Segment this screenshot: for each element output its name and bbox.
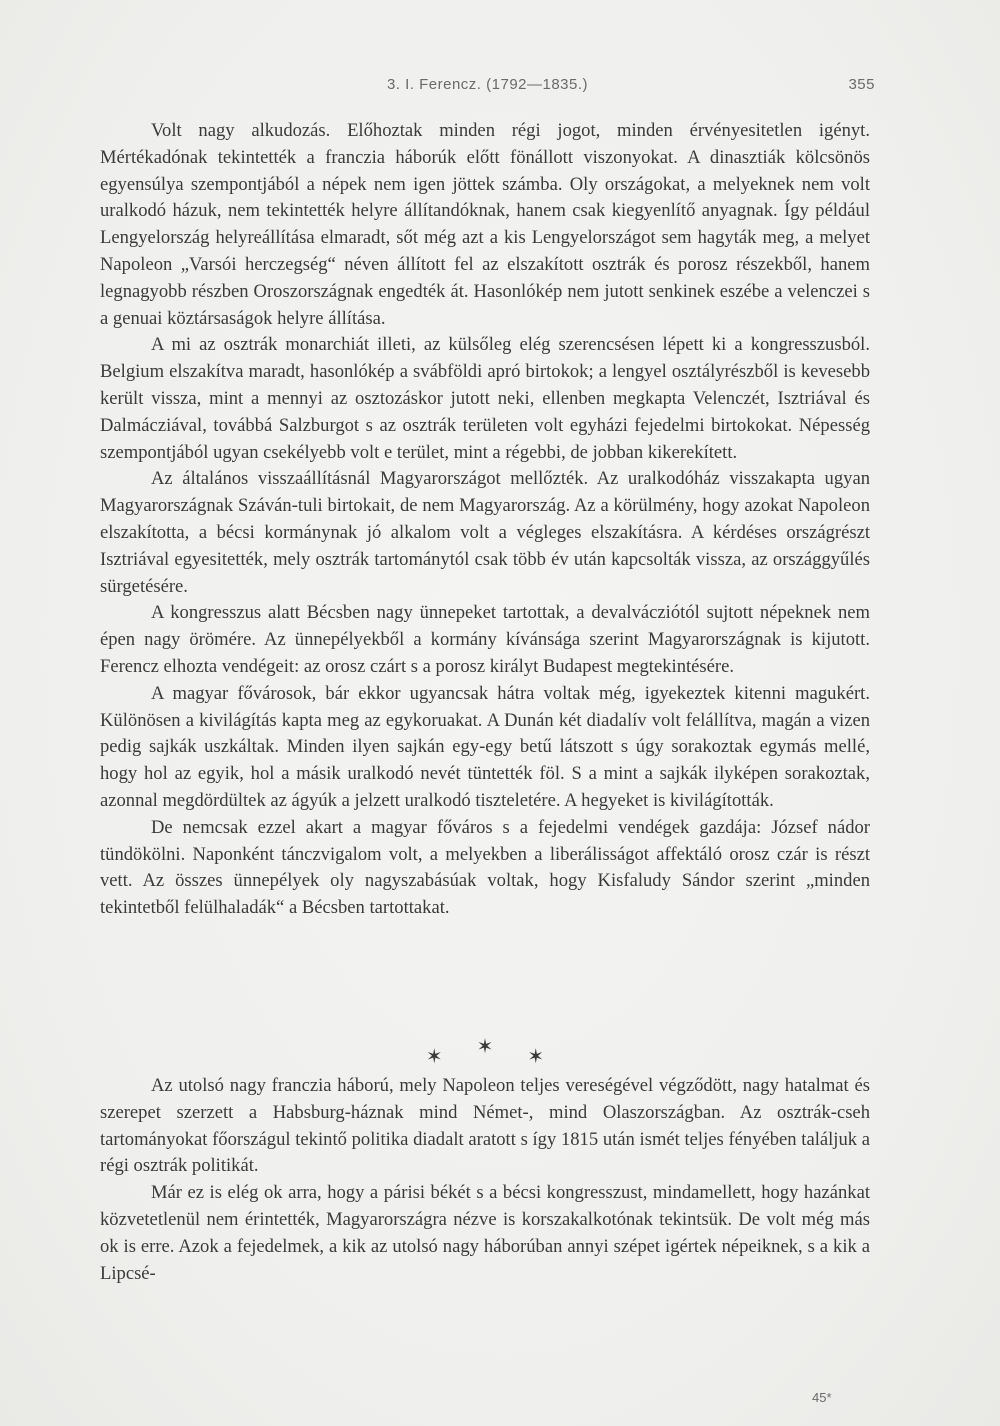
asterism-star-icon: ✶ xyxy=(527,1046,545,1068)
page-number: 355 xyxy=(848,76,875,93)
running-header xyxy=(100,76,875,98)
section-separator xyxy=(100,1036,870,1068)
paragraph: De nemcsak ezzel akart a magyar főváros s a fejedelmi vendégek gazdája: József nádor tündökölni. Naponként tánczvigalom volt, a melyekben a liberálisságot affektáló orosz czár is részt vett. Az összes ünnepélyek oly nagyszabásúak voltak, hogy Kisfaludy Sándor szerint „minden tekintetből felülhaladák“ a Bécsben tartottakat. xyxy=(100,816,870,919)
paragraph: A mi az osztrák monarchiát illeti, az külsőleg elég szerencsésen lépett ki a kongresszusból. Belgium elszakítva maradt, hasonlókép a svábföldi apró birtokok; a lengyel osztályrészből is kevesebb került vissza, mint a mennyi az osztozáskor jutott neki, ellenben megkapta Velenczét, Isztriával és Dalmácziával, továbbá Salzburgot s az osztrák területen volt egyházi fejedelmi birtokokat. Népesség szempontjából ugyan csekélyebb volt e terület, mint a régebbi, de jobban kikerekített. xyxy=(100,334,870,463)
printer-signature-mark: 45* xyxy=(812,1390,832,1405)
second-text-section xyxy=(100,1073,870,1287)
main-text-section xyxy=(100,118,870,922)
paragraph: Az utolsó nagy franczia háború, mely Napoleon teljes vereségével végződött, nagy hatalmat és szerepet szerzett a Habsburg-háznak mind Német-, mind Olaszországban. Az osztrák-cseh tartományokat főországul tekintő politika diadalt aratott s így 1815 után ismét teljes fényében találjuk a régi osztrák politikát. xyxy=(100,1075,870,1177)
asterism-star-icon: ✶ xyxy=(425,1046,443,1068)
paragraph: Már ez is elég ok arra, hogy a párisi békét s a bécsi kongresszust, mindamellett, hogy hazánkat közvetetlenül nem érintették, Magyarországra nézve is korszakalkotónak tekintsük. De volt még más ok is erre. Azok a fejedelmek, a kik az utolsó nagy háborúban annyi szépet igértek népeiknek, s a kik a Lipcsé- xyxy=(100,1182,870,1284)
chapter-title: 3. I. Ferencz. (1792—1835.) xyxy=(386,76,589,93)
paragraph: Volt nagy alkudozás. Előhoztak minden régi jogot, minden érvényesitetlen igényt. Mértékadónak tekintették a franczia háborúk előtt fönállott viszonyokat. A dinasztiák kölcsönös egyensúlya szempontjából a népek nem igen jöttek számba. Oly országokat, a melyeknek nem volt uralkodó házuk, nem tekintették helyre állítandóknak, hanem csak kiegyenlítő anyagnak. Így például Lengyelország helyreállítása elmaradt, sőt még azt a kis Lengyelországot sem hagyták meg, a melyet Napoleon „Varsói herczegség“ néven állított fel az elszakított osztrák és porosz részekből, hanem legnagyobb részben Oroszországnak engedték át. Hasonlókép nem jutott senkinek eszébe a velenczei s a genuai köztársaságok helyre állítása. xyxy=(100,120,870,329)
asterism-star-icon: ✶ xyxy=(476,1036,494,1058)
paragraph: A kongresszus alatt Bécsben nagy ünnepeket tartottak, a devalvácziótól sujtott népeknek nem épen nagy örömére. Az ünnepélyekből a kormány kívánsága szerint Magyarországnak is kijutott. Ferencz elhozta vendégeit: az orosz czárt s a porosz királyt Budapest megtekintésére. xyxy=(100,602,870,677)
paragraph: Az általános visszaállításnál Magyarországot mellőzték. Az uralkodóház visszakapta ugyan Magyarországnak Száván-tuli birtokait, de nem Magyarország. Az a körülmény, hogy azokat Napoleon elszakította, a bécsi kormánynak jó alkalom volt a végleges elszakításra. A kérdéses országrészt Isztriával egyesitették, mely osztrák tartománytól csak több év után kapcsolták vissza, az országgyűlés sürgetésére. xyxy=(100,468,870,597)
paragraph: A magyar fővárosok, bár ekkor ugyancsak hátra voltak még, igyekeztek kitenni magukért. Különösen a kivilágítás kapta meg az egykoruakat. A Dunán két diadalív volt felállítva, magán a vizen pedig sajkák uszkáltak. Minden ilyen sajkán egy-egy betű látszott s úgy sorakoztak egymás mellé, hogy hol az egyik, hol a másik uralkodó nevét tüntették föl. S a mint a sajkák ilyképen sorakoztak, azonnal megdördültek az ágyúk a jelzett uralkodó tiszteletére. A hegyeket is kivilágították. xyxy=(100,682,870,811)
